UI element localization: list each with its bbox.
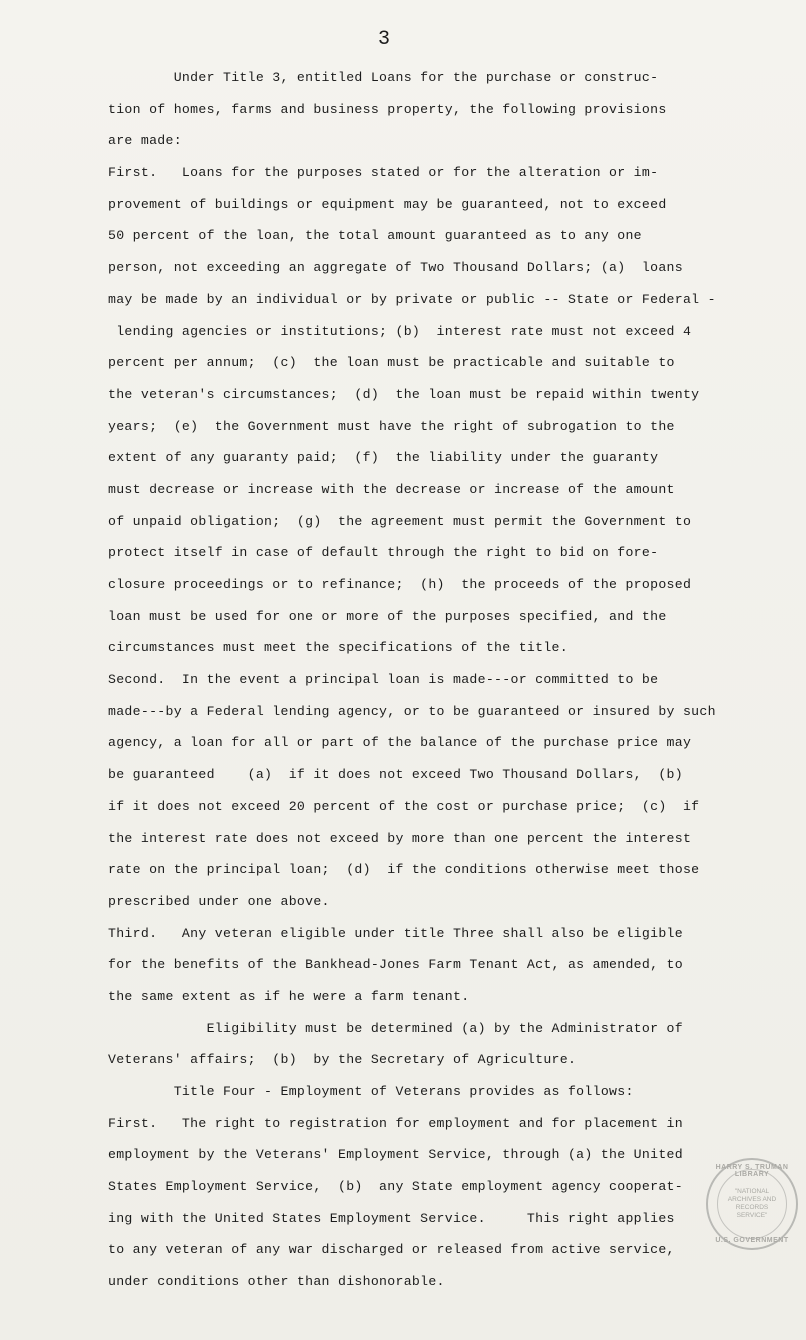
- text-line: the veteran's circumstances; (d) the loan must be repaid within twenty: [108, 386, 700, 402]
- text-line: for the benefits of the Bankhead-Jones Farm Tenant Act, as amended, to: [108, 957, 683, 973]
- text-line: provement of buildings or equipment may be guaranteed, not to exceed: [108, 196, 667, 212]
- text-line: closure proceedings or to refinance; (h) the proceeds of the proposed: [108, 577, 692, 592]
- text-line: First. Loans for the purposes stated or for the alteration or im-: [108, 165, 659, 181]
- stamp-center-text: "NATIONAL ARCHIVES AND RECORDS SERVICE": [727, 1188, 777, 1219]
- body-text: [108, 62, 720, 1298]
- text-line: Eligibility must be determined (a) by the Administrator of: [108, 1020, 683, 1036]
- text-line: the interest rate does not exceed by more than one percent the interest: [108, 830, 692, 846]
- text-line: circumstances must meet the specifications of the title.: [108, 640, 568, 656]
- text-line: may be made by an individual or by private or public -- State or Federal -: [108, 291, 716, 307]
- text-line: under conditions other than dishonorable.: [108, 1274, 445, 1290]
- text-line: tion of homes, farms and business property, the following provisions: [108, 101, 667, 117]
- archive-stamp: [706, 1158, 798, 1250]
- text-line: agency, a loan for all or part of the balance of the purchase price may: [108, 735, 692, 751]
- text-line: rate on the principal loan; (d) if the conditions otherwise meet those: [108, 862, 700, 878]
- text-line: extent of any guaranty paid; (f) the liability under the guaranty: [108, 450, 659, 466]
- text-line: to any veteran of any war discharged or released from active service,: [108, 1242, 675, 1258]
- text-line: protect itself in case of default through the right to bid on fore-: [108, 545, 659, 561]
- text-line: are made:: [108, 133, 182, 149]
- text-line: if it does not exceed 20 percent of the cost or purchase price; (c) if: [108, 798, 700, 814]
- page-number: 3: [378, 28, 391, 51]
- text-line: ing with the United States Employment Service. This right applies: [108, 1210, 675, 1226]
- text-line: 50 percent of the loan, the total amount guaranteed as to any one: [108, 228, 642, 244]
- text-line: Under Title 3, entitled Loans for the purchase or construc-: [108, 70, 659, 85]
- text-line: Third. Any veteran eligible under title Three shall also be eligible: [108, 925, 683, 941]
- stamp-ring-top: HARRY S. TRUMAN LIBRARY: [715, 1164, 789, 1178]
- text-line: Title Four - Employment of Veterans provides as follows:: [108, 1084, 634, 1099]
- text-line: Veterans' affairs; (b) by the Secretary of Agriculture.: [108, 1052, 577, 1068]
- text-line: must decrease or increase with the decrease or increase of the amount: [108, 481, 675, 497]
- text-line: percent per annum; (c) the loan must be practicable and suitable to: [108, 355, 675, 371]
- text-line: prescribed under one above.: [108, 893, 330, 909]
- text-line: made---by a Federal lending agency, or to be guaranteed or insured by such: [108, 703, 716, 719]
- text-line: of unpaid obligation; (g) the agreement must permit the Government to: [108, 513, 692, 529]
- text-line: loan must be used for one or more of the purposes specified, and the: [108, 608, 667, 624]
- text-line: employment by the Veterans' Employment Service, through (a) the United: [108, 1147, 683, 1163]
- text-line: the same extent as if he were a farm tenant.: [108, 988, 470, 1004]
- text-line: First. The right to registration for employment and for placement in: [108, 1115, 683, 1131]
- text-line: years; (e) the Government must have the right of subrogation to the: [108, 418, 675, 434]
- stamp-ring-bottom: U.S. GOVERNMENT: [715, 1237, 789, 1244]
- text-line: be guaranteed (a) if it does not exceed Two Thousand Dollars, (b): [108, 767, 683, 783]
- stamp-center: [717, 1169, 787, 1239]
- text-line: lending agencies or institutions; (b) interest rate must not exceed 4: [108, 323, 692, 339]
- text-line: person, not exceeding an aggregate of Two Thousand Dollars; (a) loans: [108, 260, 683, 276]
- text-line: States Employment Service, (b) any State employment agency cooperat-: [108, 1179, 683, 1195]
- text-line: Second. In the event a principal loan is made---or committed to be: [108, 672, 659, 688]
